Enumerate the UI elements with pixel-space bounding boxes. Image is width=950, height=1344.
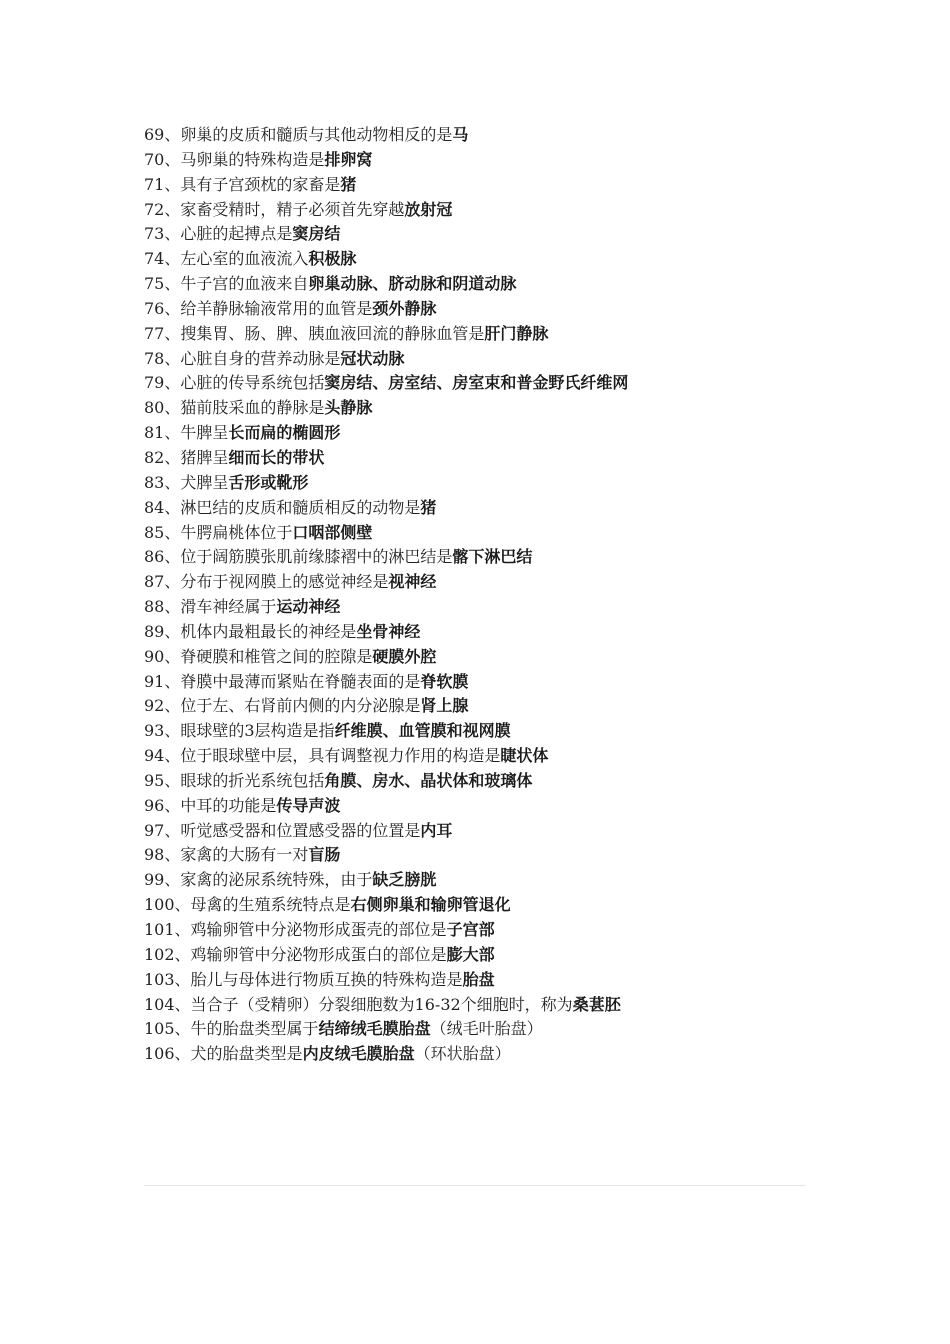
list-item — [144, 595, 824, 620]
list-item — [144, 148, 824, 173]
item-answer: 头静脉 — [324, 398, 373, 418]
item-question: 鸡输卵管中分泌物形成蛋白的部位是 — [190, 944, 447, 964]
item-answer: 子宫部 — [446, 920, 495, 939]
list-item — [144, 198, 824, 223]
item-answer: 排卵窝 — [324, 149, 373, 169]
item-answer: 盲肠 — [308, 845, 341, 865]
item-answer: 髂下淋巴结 — [452, 547, 533, 567]
list-item — [144, 670, 824, 695]
item-number: 88、 — [144, 597, 181, 617]
item-answer: 口咽部侧壁 — [292, 522, 373, 542]
item-answer: 卵巢动脉、脐动脉和阴道动脉 — [308, 274, 517, 294]
item-number: 105、 — [144, 1019, 191, 1039]
list-item — [144, 993, 824, 1018]
item-number: 93、 — [144, 721, 181, 741]
item-question: 猪脾呈 — [180, 447, 229, 467]
list-item — [144, 496, 824, 521]
list-item — [144, 347, 824, 372]
item-question: 犬脾呈 — [180, 472, 229, 492]
item-question: 猫前肢采血的静脉是 — [180, 398, 325, 418]
item-answer: 内耳 — [420, 820, 453, 840]
item-question: 家禽的大肠有一对 — [180, 845, 309, 865]
item-question: 鸡输卵管中分泌物形成蛋壳的部位是 — [190, 920, 447, 939]
item-number: 103、 — [144, 969, 191, 989]
item-number: 90、 — [144, 646, 181, 666]
item-number: 75、 — [144, 274, 181, 294]
list-item — [144, 694, 824, 719]
item-answer: 猪 — [420, 497, 437, 517]
list-item — [144, 421, 824, 446]
item-note: （绒毛叶胎盘） — [430, 1019, 543, 1039]
item-question: 听觉感受器和位置感受器的位置是 — [180, 820, 421, 840]
item-number: 82、 — [144, 447, 181, 467]
list-item — [144, 247, 824, 272]
item-question: 卵巢的皮质和髓质与其他动物相反的是 — [180, 125, 453, 144]
item-number: 78、 — [144, 348, 181, 368]
item-number: 85、 — [144, 522, 181, 542]
item-answer: 视神经 — [388, 572, 437, 592]
item-number: 101、 — [144, 920, 191, 939]
item-question: 家禽的泌尿系统特殊，由于 — [180, 870, 373, 890]
item-question: 给羊静脉输液常用的血管是 — [180, 298, 373, 318]
list-item — [144, 943, 824, 968]
item-number: 100、 — [144, 895, 191, 915]
item-number: 79、 — [144, 373, 181, 393]
item-question: 心脏的传导系统包括 — [180, 373, 325, 393]
item-number: 92、 — [144, 696, 181, 716]
item-answer: 右侧卵巢和输卵管退化 — [350, 895, 511, 915]
list-item — [144, 297, 824, 322]
item-note: （环状胎盘） — [414, 1044, 511, 1064]
item-answer: 肝门静脉 — [484, 323, 549, 343]
item-question: 机体内最粗最长的神经是 — [180, 621, 357, 641]
item-answer: 睫状体 — [500, 746, 549, 766]
item-answer: 颈外静脉 — [372, 298, 437, 318]
item-number: 83、 — [144, 472, 181, 492]
list-item — [144, 719, 824, 744]
item-question: 牛子宫的血液来自 — [180, 274, 309, 294]
item-answer: 脊软膜 — [420, 671, 469, 691]
list-item — [144, 968, 824, 993]
item-question: 滑车神经属于 — [180, 597, 277, 617]
item-question: 搜集胃、肠、脾、胰血液回流的静脉血管是 — [180, 323, 485, 343]
list-item — [144, 272, 824, 297]
item-answer: 窦房结、房室结、房室束和普金野氏纤维网 — [324, 373, 629, 393]
list-item — [144, 173, 824, 198]
item-question: 左心室的血液流入 — [180, 249, 309, 269]
item-question: 眼球壁的3层构造是指 — [180, 721, 335, 741]
list-item — [144, 471, 824, 496]
list-item — [144, 396, 824, 421]
item-number: 80、 — [144, 398, 181, 418]
item-question: 牛的胎盘类型属于 — [190, 1019, 319, 1039]
item-answer: 冠状动脉 — [340, 348, 405, 368]
item-question: 眼球的折光系统包括 — [180, 770, 325, 790]
list-item — [144, 868, 824, 893]
document-body — [144, 123, 824, 1067]
item-number: 84、 — [144, 497, 181, 517]
page-divider — [144, 1185, 806, 1186]
list-item — [144, 371, 824, 396]
item-question: 马卵巢的特殊构造是 — [180, 149, 325, 169]
item-number: 74、 — [144, 249, 181, 269]
item-question: 位于左、右肾前内侧的内分泌腺是 — [180, 696, 421, 716]
list-item — [144, 521, 824, 546]
list-item — [144, 620, 824, 645]
list-item — [144, 843, 824, 868]
list-item — [144, 123, 824, 148]
item-answer: 桑葚胚 — [572, 994, 621, 1014]
item-answer: 马 — [452, 125, 469, 144]
list-item — [144, 570, 824, 595]
item-answer: 坐骨神经 — [356, 621, 421, 641]
item-answer: 舌形或靴形 — [228, 472, 309, 492]
item-answer: 内皮绒毛膜胎盘 — [302, 1044, 415, 1064]
item-answer: 积极脉 — [308, 249, 357, 269]
item-number: 102、 — [144, 944, 191, 964]
item-answer: 结缔绒毛膜胎盘 — [318, 1019, 431, 1039]
item-question: 淋巴结的皮质和髓质相反的动物是 — [180, 497, 421, 517]
list-item — [144, 819, 824, 844]
list-item — [144, 794, 824, 819]
list-item — [144, 645, 824, 670]
item-question: 分布于视网膜上的感觉神经是 — [180, 572, 389, 592]
item-number: 71、 — [144, 174, 181, 194]
item-question: 具有子宫颈枕的家畜是 — [180, 174, 341, 194]
item-number: 73、 — [144, 224, 181, 244]
item-number: 76、 — [144, 298, 181, 318]
item-number: 96、 — [144, 795, 181, 815]
list-item — [144, 1042, 824, 1067]
item-question: 心脏自身的营养动脉是 — [180, 348, 341, 368]
item-question: 中耳的功能是 — [180, 795, 277, 815]
item-answer: 细而长的带状 — [228, 447, 325, 467]
item-question: 心脏的起搏点是 — [180, 224, 293, 244]
item-question: 脊膜中最薄而紧贴在脊髓表面的是 — [180, 671, 421, 691]
item-question: 牛腭扁桃体位于 — [180, 522, 293, 542]
item-question: 脊硬膜和椎管之间的腔隙是 — [180, 646, 373, 666]
item-question: 位于眼球壁中层，具有调整视力作用的构造是 — [180, 746, 501, 766]
item-question: 犬的胎盘类型是 — [190, 1044, 303, 1064]
item-number: 86、 — [144, 547, 181, 567]
list-item — [144, 744, 824, 769]
item-number: 89、 — [144, 621, 181, 641]
item-question: 牛脾呈 — [180, 423, 229, 443]
list-item — [144, 918, 824, 943]
item-question: 位于阔筋膜张肌前缘膝褶中的淋巴结是 — [180, 547, 453, 567]
item-number: 91、 — [144, 671, 181, 691]
list-item — [144, 446, 824, 471]
list-item — [144, 545, 824, 570]
item-answer: 纤维膜、血管膜和视网膜 — [334, 721, 511, 741]
item-answer: 膨大部 — [446, 944, 495, 964]
item-answer: 猪 — [340, 174, 357, 194]
item-answer: 运动神经 — [276, 597, 341, 617]
list-item — [144, 1017, 824, 1042]
list-item — [144, 322, 824, 347]
item-number: 77、 — [144, 323, 181, 343]
item-question: 当合子（受精卵）分裂细胞数为16-32个细胞时，称为 — [190, 994, 573, 1014]
item-question: 胎儿与母体进行物质互换的特殊构造是 — [190, 969, 463, 989]
item-answer: 角膜、房水、晶状体和玻璃体 — [324, 770, 533, 790]
item-number: 94、 — [144, 746, 181, 766]
item-answer: 传导声波 — [276, 795, 341, 815]
item-answer: 放射冠 — [404, 199, 453, 219]
item-number: 97、 — [144, 820, 181, 840]
item-answer: 缺乏膀胱 — [372, 870, 437, 890]
item-question: 家畜受精时，精子必须首先穿越 — [180, 199, 405, 219]
list-item — [144, 769, 824, 794]
item-number: 69、 — [144, 125, 181, 144]
item-number: 98、 — [144, 845, 181, 865]
item-answer: 硬膜外腔 — [372, 646, 437, 666]
item-number: 95、 — [144, 770, 181, 790]
item-question: 母禽的生殖系统特点是 — [190, 895, 351, 915]
list-item — [144, 222, 824, 247]
item-number: 99、 — [144, 870, 181, 890]
item-number: 106、 — [144, 1044, 191, 1064]
item-answer: 窦房结 — [292, 224, 341, 244]
item-number: 70、 — [144, 149, 181, 169]
item-answer: 胎盘 — [462, 969, 495, 989]
item-answer: 肾上腺 — [420, 696, 469, 716]
item-number: 104、 — [144, 994, 191, 1014]
item-number: 81、 — [144, 423, 181, 443]
item-number: 72、 — [144, 199, 181, 219]
item-number: 87、 — [144, 572, 181, 592]
item-answer: 长而扁的椭圆形 — [228, 423, 341, 443]
list-item — [144, 893, 824, 918]
